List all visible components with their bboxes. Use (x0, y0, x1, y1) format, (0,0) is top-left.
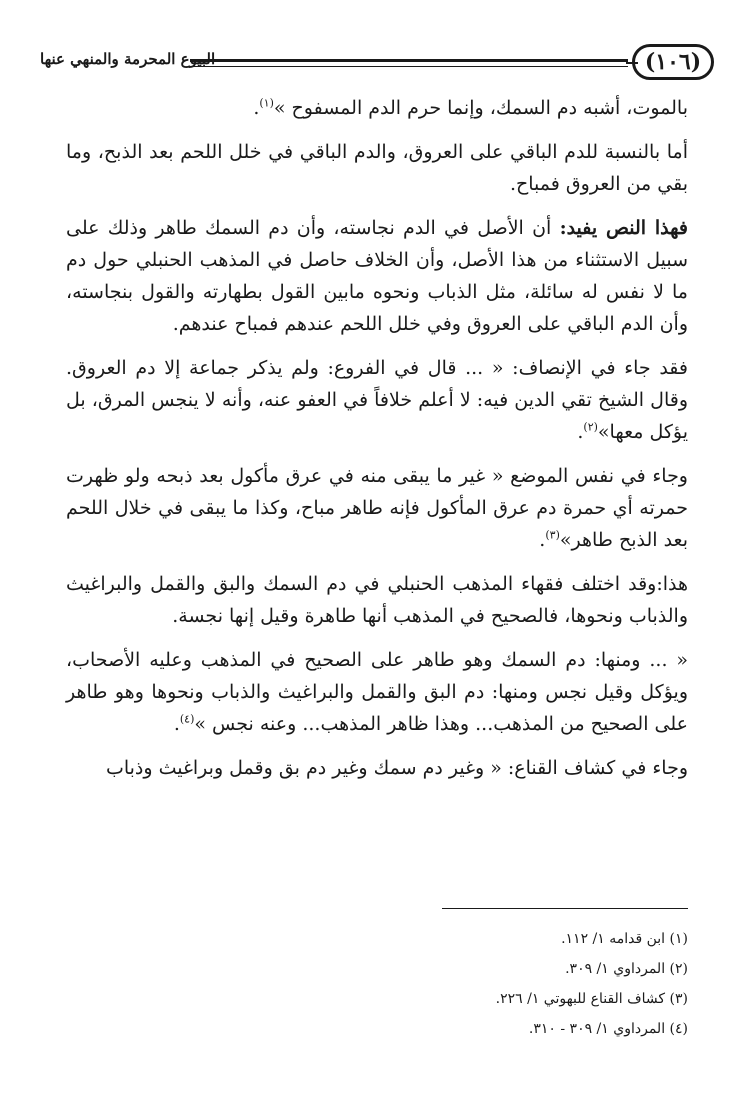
paragraph-2: أما بالنسبة للدم الباقي على العروق، والدم الباقي في خلل اللحم بعد الذبح، وما بقي من العروق فمباح. (66, 141, 688, 195)
paragraph-8: وجاء في كشاف القناع: « وغير دم سمك وغير دم بق وقمل وبراغيث وذباب (105, 757, 688, 779)
paragraph-4-text: فقد جاء في الإنصاف: « ... قال في الفروع: ولم يذكر جماعة إلا دم العروق. وقال الشيخ تقي الدين فيه: لا أعلم خلافاً في العفو عنه، وأنه لا ينجس المرق، بل يؤكل معها» (66, 357, 688, 443)
paragraph-5 (66, 460, 688, 556)
paragraph-7-end: . (173, 713, 180, 735)
paragraph-6: هذا:وقد اختلف فقهاء المذهب الحنبلي في دم السمك والبق والقمل والبراغيث والذباب ونحوها، فالصحيح في المذهب أنها طاهرة وقيل إنها نجسة. (66, 573, 688, 627)
footnote-2: (٢) المرداوي ١/ ٣٠٩. (565, 961, 688, 977)
paragraph-3-lead: فهذا النص يفيد: (559, 217, 688, 239)
page-header (40, 40, 714, 84)
header-rule (190, 59, 628, 67)
footnote-ref-3: (٣) (545, 528, 560, 542)
paragraph-1-end: . (253, 97, 260, 119)
header-rule-tail (626, 62, 638, 64)
paragraph-1-text: بالموت، أشبه دم السمك، وإنما حرم الدم المسفوح » (273, 97, 688, 119)
footnote-ref-2: (٢) (583, 420, 598, 434)
body-text (66, 92, 688, 796)
paragraph-5-text: وجاء في نفس الموضع « غير ما يبقى منه في عرق مأكول بعد ذبحه ولو ظهرت حمرته أي حمرة دم عرق المأكول فإنه طاهر مباح، وكذا ما يبقى في خلال اللحم بعد الذبح طاهر» (66, 465, 688, 551)
footnote-4: (٤) المرداوي ١/ ٣٠٩ - ٣١٠. (528, 1021, 688, 1037)
paragraph-1 (66, 92, 688, 124)
paragraph-7 (66, 644, 688, 740)
footnotes (66, 924, 688, 1044)
page-number: (١٠٦) (632, 44, 714, 80)
paragraph-5-end: . (539, 529, 546, 551)
paragraph-4 (66, 352, 688, 448)
footnote-ref-1: (١) (259, 96, 274, 110)
paragraph-3-text: أن الأصل في الدم نجاسته، وأن دم السمك طاهر وذلك على سبيل الاستثناء من هذا الأصل، وأن الخلاف حاصل في المذهب الحنبلي حول دم ما لا نفس له سائلة، مثل الذباب ونحوه مابين القول بطهارته والقول بنجاسته، وأن الدم الباقي على العروق وفي خلل اللحم عندهم فمباح عندهم. (66, 217, 688, 335)
footnote-3: (٣) كشاف القناع للبهوتي ١/ ٢٢٦. (495, 991, 688, 1007)
footnote-ref-4: (٤) (179, 712, 195, 726)
footnote-separator (442, 908, 688, 909)
paragraph-7-text: « ... ومنها: دم السمك وهو طاهر على الصحيح في المذهب وعليه الأصحاب، ويؤكل وقيل نجس ومنها: دم البق والقمل والبراغيث والذباب ونحوها وهو طاهر على الصحيح من المذهب... وهذا ظاهر المذهب... وعنه نجس » (66, 649, 688, 735)
paragraph-4-end: . (577, 421, 584, 443)
chapter-title: البيوع المحرمة والمنهي عنها (40, 50, 216, 68)
paragraph-3 (66, 212, 688, 340)
footnote-1: (١) ابن قدامه ١/ ١١٢. (561, 931, 688, 947)
